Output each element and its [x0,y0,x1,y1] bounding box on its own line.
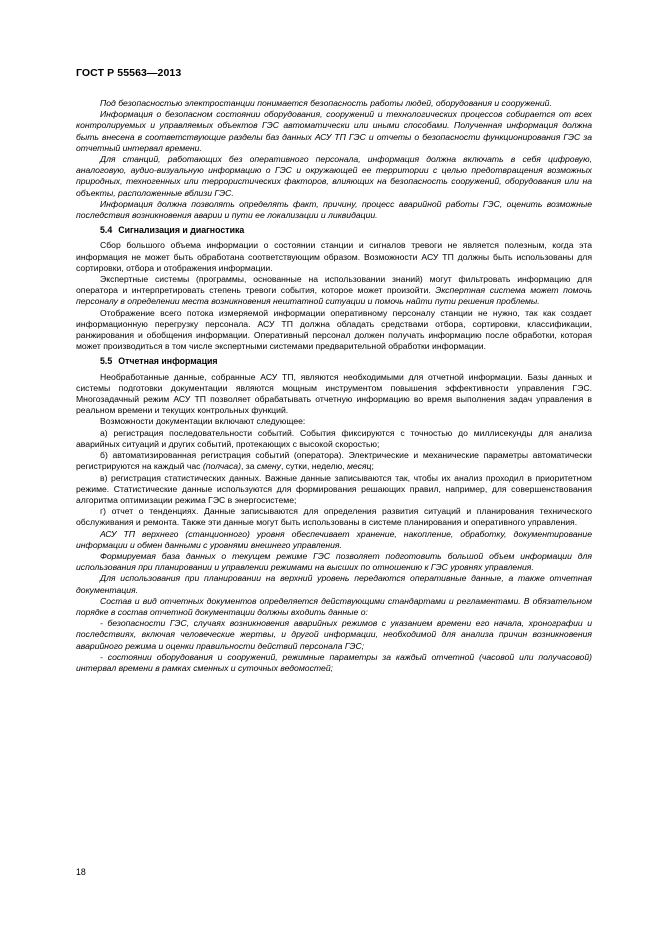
paragraph-italic-text: Экспертная система может помочь персоналу в определении места возникновения нештатной ситуации и помочь найти пути решения проблемы. [76,285,592,307]
list-item-text: , сутки, неделю, [281,461,345,472]
document-header: ГОСТ Р 55563—2013 [76,67,182,79]
paragraph-text: Экспертные системы (программы, основанные на использовании знаний) могут фильтровать информацию для оператора и интерпретировать степень тревоги события, которое может произойти. [76,274,592,296]
list-item: г) отчет о тенденциях. Данные записываются для определения развития ситуаций и планирования технического обслуживания и ремонта. Также эти данные могут быть использованы в системе планирования и оперативного управления. [76,506,592,528]
paragraph: Сбор большого объема информации о состоянии станции и сигналов тревоги не является полезным, когда эта информация не может быть обработана соответствующим образом. Возможности АСУ ТП должны быть использованы для сортировки, отбора и отображения информации. [76,240,592,273]
paragraph: Для использования при планировании на верхний уровень передаются оперативные данные, а также отчетная документация. [76,573,592,595]
list-item [76,450,592,472]
paragraph: Состав и вид отчетных документов определяется действующими стандартами и регламентами. В обязательном порядке в состав отчетной документации должны входить данные о: [76,595,592,617]
list-item: - состоянии оборудования и сооружений, режимные параметры за каждый отчетной (часовой или получасовой) интервал времени в рамках сменных и суточных ведомостей; [76,651,592,673]
section-heading [76,356,592,367]
paragraph: Под безопасностью электростанции понимается безопасность работы людей, оборудования и сооружений. [100,98,552,108]
list-item-italic: (полчаса) [202,461,241,472]
paragraph: Информация о безопасном состоянии оборудования, сооружений и технологических процессов собирается от всех контролируемых и управляемых объектов ГЭС автоматически или иными способами. Полученная информация должна быть внесена в соответствующие разделы баз данных АСУ ТП ГЭС и отчеты о безопасности функционирования ГЭС за отчетный интервал времени. [76,109,592,153]
paragraph: Формируемая база данных о текущем режиме ГЭС позволяет подготовить большой объем информации для использования при планировании и управлении режимами на высших по отношению к ГЭС уровнях управления. [76,550,592,573]
list-item: а) регистрация последовательности событий. События фиксируются с точностью до миллисекунды для анализа аварийных ситуаций и других событий, протекающих с высокой скоростью; [76,427,592,449]
section-number: 5.5 [100,356,113,367]
list-item-italic: смену [256,461,281,472]
paragraph: Отображение всего потока измеряемой информации оперативному персоналу станции не нужно, так как создает информационную перегрузку персонала. АСУ ТП должна обладать средствами отбора, сортировки, классификации, ранжирования и обобщения информации. Оперативный персонал должен получать информацию после обработки, которая может производиться в том числе экспертными системами предварительной обработки информации. [76,307,592,352]
section-heading [76,225,592,236]
list-item-text: б) автоматизированная регистрация событий (оператора). Электрические и механические параметры автоматически регистрируются на каждый час [76,450,592,472]
paragraph [76,274,592,308]
paragraph: Информация должна позволять определять факт, причину, процесс аварийной работы ГЭС, оценить возможные последствия возникновения аварии и пути ее локализации и ликвидации. [76,198,592,221]
list-item-text: , за [240,461,255,472]
section-number: 5.4 [100,225,113,236]
paragraph: Необработанные данные, собранные АСУ ТП, являются необходимыми для отчетной информации. Базы данных и системы подготовки документации являются мощным инструментом повышения эффективности управления ГЭС. Многозадачный режим АСУ ТП позволяет обрабатывать отчетную информацию во время выполнения задач управления в реальном времени и текущих контрольных функций. [76,371,592,416]
page-number: 18 [76,867,86,877]
list-item-text: ; [371,461,374,472]
paragraph: Для станций, работающих без оперативного персонала, информация должна включать в себя цифровую, аналоговую, аудио-визуальную информацию о ГЭС и окружающей ее территории с целью предотвращения возможных природных, техногенных или террористических факторов, влияющих на безопасность сооружений, оборудования или на объекты, расположенные вблизи ГЭС. [76,154,592,198]
section-title: Сигнализация и диагностика [118,225,245,236]
paragraph: АСУ ТП верхнего (станционного) уровня обеспечивает хранение, накопление, обработку, документирование информации и обмен данными с уровнями внешнего управления. [76,528,592,550]
document-body [76,98,592,674]
list-item-italic: месяц [346,461,372,472]
section-title: Отчетная информация [118,356,218,367]
list-item: в) регистрация статистических данных. Важные данные записываются так, чтобы их анализ проходил в приоритетном режиме. Статистические данные используются для формирования решающих правил, например, для совершенствования алгоритма оптимизации режима ГЭС в энергосистеме; [76,472,592,505]
list-item: - безопасности ГЭС, случаях возникновения аварийных режимов с указанием времени его начала, хронографии и последствиях, включая человеческие жертвы, и другой информации, необходимой для анализа причин возникновения аварийного режима и оценки правильности действий персонала ГЭС; [76,618,592,651]
paragraph: Возможности документации включают следующее: [100,416,306,427]
